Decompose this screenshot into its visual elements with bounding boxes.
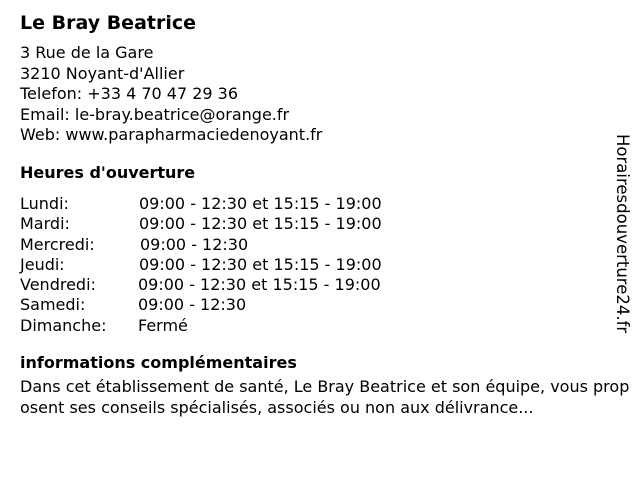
day-label: Dimanche: [20,315,107,335]
day-label: Mercredi: [20,234,95,254]
additional-info-text: Dans cet établissement de santé, Le Bray Beatrice et son équipe, vous proposent ses conseils spécialisés, associés ou non aux délivrance... [20,377,630,417]
site-watermark: Horairesdouverture24.fr [613,134,632,334]
day-hours: 09:00 - 12:30 et 15:15 - 19:00 [138,275,381,295]
day-hours: 09:00 - 12:30 [138,295,247,315]
opening-hours-heading: Heures d'ouverture [20,163,196,182]
day-label: Samedi: [20,295,86,315]
day-label: Mardi: [20,214,70,234]
street-address: 3 Rue de la Gare [20,43,154,62]
day-label: Vendredi: [20,275,96,295]
day-hours: 09:00 - 12:30 [140,234,249,254]
contact-block [20,43,322,146]
day-hours: 09:00 - 12:30 et 15:15 - 19:00 [139,194,382,213]
additional-info-heading: informations complémentaires [20,353,297,372]
website-address: Web: www.parapharmaciedenoyant.fr [20,125,323,144]
day-hours: 09:00 - 12:30 et 15:15 - 19:00 [139,254,382,274]
day-hours: 09:00 - 12:30 et 15:15 - 19:00 [139,214,382,234]
email-address: Email: le-bray.beatrice@orange.fr [20,104,290,124]
city-address: 3210 Noyant-d'Allier [20,63,185,83]
day-label: Jeudi: [20,254,65,274]
day-hours: Fermé [138,315,188,335]
page-title: Le Bray Beatrice [20,12,197,34]
day-label: Lundi: [20,194,69,213]
phone-number: Telefon: +33 4 70 47 29 36 [20,84,239,103]
